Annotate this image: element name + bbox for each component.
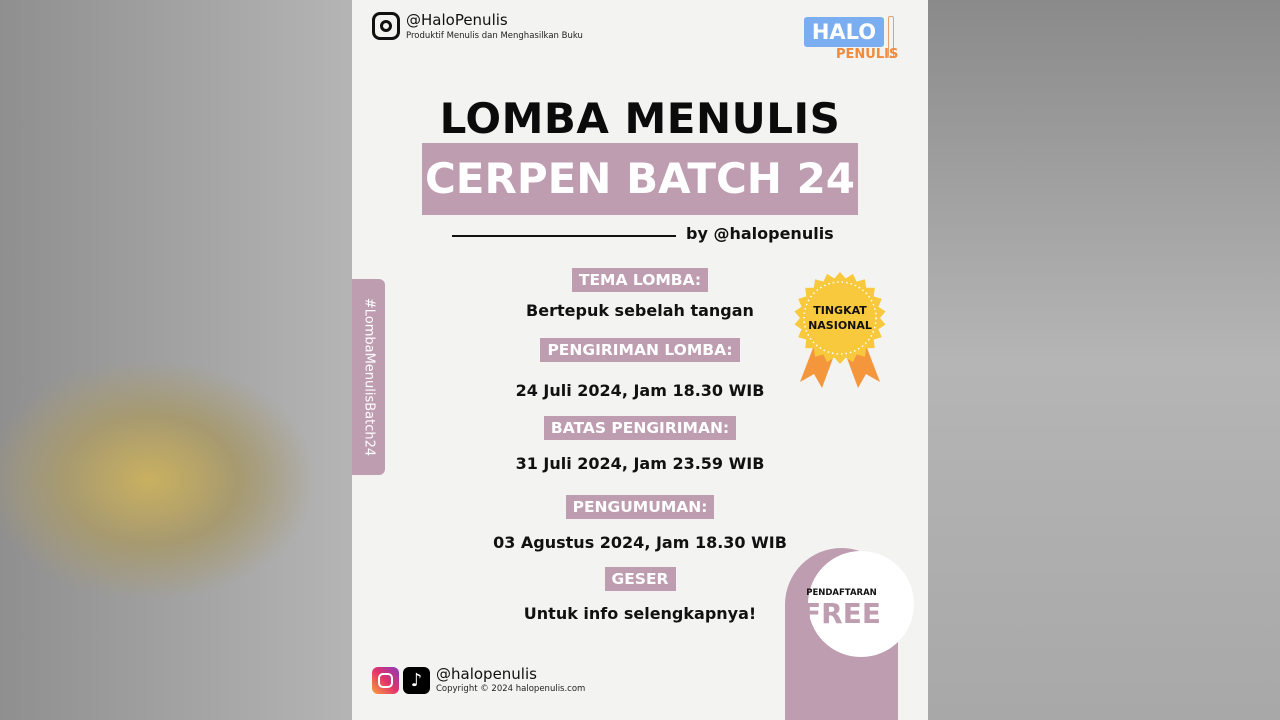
section-value: 31 Juli 2024, Jam 23.59 WIB [515, 454, 765, 473]
label-text: BATAS PENGIRIMAN: [544, 416, 736, 440]
label-text: GESER [605, 567, 676, 591]
hashtag: #LombaMenulisBatch24 [361, 297, 376, 457]
label-text: PENGIRIMAN LOMBA: [540, 338, 739, 362]
registration-value: FREE [802, 597, 881, 630]
logo-halo: HALO [804, 17, 884, 47]
badge-text [794, 303, 886, 333]
title-line2: CERPEN BATCH 24 [422, 143, 858, 215]
by-line: by @halopenulis [686, 224, 834, 243]
title-line1: LOMBA MENULIS [439, 94, 841, 143]
section-label [352, 416, 928, 440]
footer-handle: @halopenulis [436, 665, 537, 683]
section-value: 24 Juli 2024, Jam 18.30 WIB [515, 381, 765, 400]
instagram-icon [372, 12, 400, 40]
label-text: TEMA LOMBA: [572, 268, 708, 292]
registration-label: PENDAFTARAN [806, 588, 877, 598]
copyright: Copyright © 2024 halopenulis.com [436, 684, 586, 694]
logo-penulis: PENULIS [836, 47, 899, 62]
tiktok-icon: ♪ [403, 667, 430, 694]
section-value: 03 Agustus 2024, Jam 18.30 WIB [493, 533, 787, 552]
background-photo-right [928, 0, 1280, 720]
header-tagline: Produktif Menulis dan Menghasilkan Buku [406, 31, 583, 41]
badge-line2: NASIONAL [808, 319, 872, 332]
section-value: Untuk info selengkapnya! [523, 604, 757, 623]
badge-line1: TINGKAT [813, 304, 867, 317]
section-label [352, 495, 928, 519]
poster [352, 0, 928, 720]
label-text: PENGUMUMAN: [566, 495, 715, 519]
section-value: Bertepuk sebelah tangan [526, 301, 754, 320]
instagram-icon [372, 667, 399, 694]
divider [452, 235, 676, 237]
header-handle: @HaloPenulis [406, 11, 508, 29]
